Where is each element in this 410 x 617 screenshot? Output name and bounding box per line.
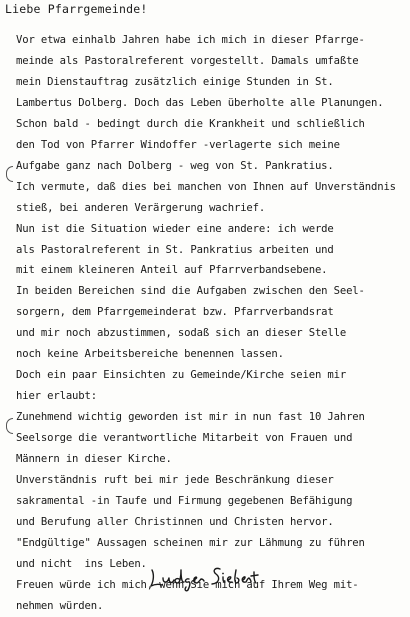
letter-line: Nun ist die Situation wieder eine andere: ich werde xyxy=(16,222,334,235)
letter-line: noch keine Arbeitsbereiche benennen lassen. xyxy=(16,348,284,361)
letter-line: Vor etwa einhalb Jahren habe ich mich in dieser Pfarrge- xyxy=(16,34,365,46)
letter-body xyxy=(16,30,406,617)
letter-line: hier erlaubt: xyxy=(16,390,97,403)
letter-line: und nicht ins Leben. xyxy=(16,557,147,570)
letter-line: Doch ein paar Einsichten zu Gemeinde/Kirche seien mir xyxy=(16,369,347,382)
letter-line: Männern in dieser Kirche. xyxy=(16,453,172,466)
letter-line: Zunehmend wichtig geworden ist mir in nun fast 10 Jahren xyxy=(16,411,365,424)
letter-line: Seelsorge die verantwortliche Mitarbeit von Frauen und xyxy=(16,432,353,445)
letter-line: Ich vermute, daß dies bei manchen von Ihnen auf Unverständnis xyxy=(16,180,396,193)
letter-line: als Pastoralreferent in St. Pankratius arbeiten und xyxy=(16,243,334,256)
salutation: Liebe Pfarrgemeinde! xyxy=(5,2,148,16)
letter-line: Lambertus Dolberg. Doch das Leben überholte alle Planungen. xyxy=(16,96,384,109)
letter-line: Aufgabe ganz nach Dolberg - weg von St. Pankratius. xyxy=(16,159,334,172)
letter-line: stieß, bei anderen Verärgerung wachrief. xyxy=(16,201,266,214)
letter-line: den Tod von Pfarrer Windoffer -verlagerte sich meine xyxy=(16,138,340,151)
letter-line: und mir noch abzustimmen, sodaß sich an dieser Stelle xyxy=(16,327,347,340)
letter-line: Freuen würde ich mich, wenn Sie mich auf Ihrem Weg mit- xyxy=(16,578,359,591)
letter-line: sakramental -in Taufe und Firmung gegebenen Befähigung xyxy=(16,494,353,507)
letter-line: Schon bald - bedingt durch die Krankheit und schließlich xyxy=(16,117,365,130)
punch-hole-mark xyxy=(6,418,13,434)
letter-line: mein Dienstauftrag zusätzlich einige Stunden in St. xyxy=(16,75,334,88)
letter-line: nehmen würden. xyxy=(16,599,104,612)
punch-hole-mark xyxy=(6,166,13,182)
letter-line: meinde als Pastoralreferent vorgestellt. Damals umfaßte xyxy=(16,54,359,67)
letter-line: sorgern, dem Pfarrgemeinderat bzw. Pfarrverbandsrat xyxy=(16,306,334,319)
letter-line: "Endgültige" Aussagen scheinen mir zur Lähmung zu führen xyxy=(16,536,365,549)
letter-line: mit einem kleineren Anteil auf Pfarrverbandsebene. xyxy=(16,264,328,277)
handwritten-signature xyxy=(148,562,260,594)
letter-line: Unverständnis ruft bei mir jede Beschränkung dieser xyxy=(16,474,334,487)
letter-line: In beiden Bereichen sind die Aufgaben zwischen den Seel- xyxy=(16,285,365,298)
letter-line: und Berufung aller Christinnen und Christen hervor. xyxy=(16,515,334,528)
